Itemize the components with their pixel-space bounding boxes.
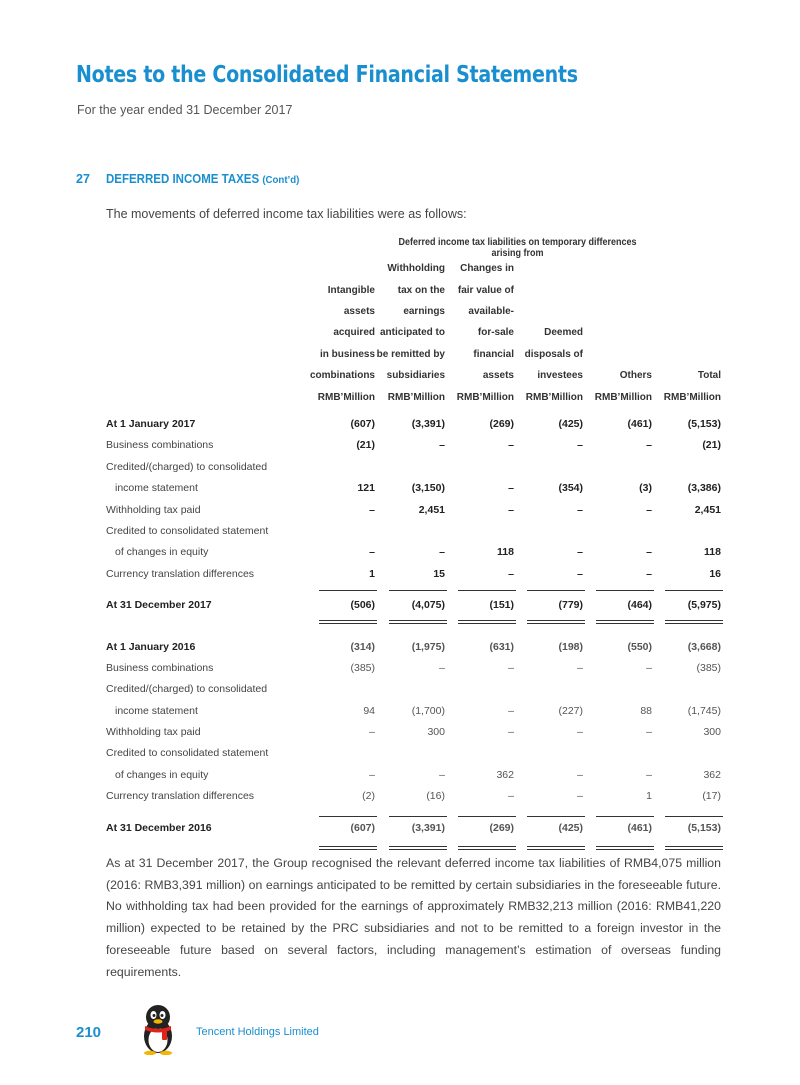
- table-cell: 300: [427, 726, 445, 739]
- column-header-line: tax on the: [397, 284, 445, 296]
- table-cell: (464): [627, 599, 652, 612]
- column-header-line: combinations: [309, 370, 375, 382]
- row-label: Currency translation differences: [106, 567, 255, 580]
- table-rule: [665, 816, 723, 817]
- row-label: Withholding tax paid: [106, 503, 201, 516]
- table-rule: [527, 620, 585, 621]
- table-cell: –: [646, 661, 652, 674]
- table-cell: (21): [702, 439, 721, 452]
- table-cell: –: [508, 482, 514, 495]
- column-header: [295, 256, 375, 408]
- table-cell: (269): [489, 821, 514, 834]
- row-spacer: [106, 617, 721, 627]
- table-cell: –: [369, 503, 375, 516]
- table-cell: –: [577, 790, 583, 803]
- table-rule: [458, 623, 516, 624]
- table-cell: (550): [627, 640, 652, 653]
- table-rule: [458, 620, 516, 621]
- table-cell: (21): [356, 439, 375, 452]
- column-header-line: RMB’Million: [525, 391, 583, 403]
- table-cell: (227): [558, 704, 583, 717]
- table-rule: [389, 620, 447, 621]
- table-cell: (3,668): [687, 640, 721, 653]
- table-row: [106, 564, 721, 585]
- table-rule: [389, 849, 447, 850]
- table-cell: 94: [363, 704, 375, 717]
- table-cell: –: [577, 661, 583, 674]
- table-cell: –: [577, 768, 583, 781]
- section-title-contd: (Cont’d): [262, 174, 300, 186]
- row-label: At 1 January 2017: [106, 418, 196, 430]
- table-cell: –: [508, 661, 514, 674]
- table-rule: [596, 849, 654, 850]
- table-cell: –: [646, 768, 652, 781]
- row-label: Business combinations: [106, 661, 214, 674]
- page-number: 210: [76, 1024, 102, 1041]
- table-rule: [389, 623, 447, 624]
- table-cell: –: [439, 546, 445, 559]
- table-rule: [596, 590, 654, 591]
- table-cell: (385): [696, 661, 721, 674]
- row-label: income statement: [115, 704, 198, 717]
- table-cell: (607): [350, 418, 375, 430]
- column-header: [365, 256, 445, 408]
- table-cell: 16: [709, 567, 721, 580]
- table-cell: –: [577, 726, 583, 739]
- table-row: [106, 658, 721, 679]
- table-rule: [527, 816, 585, 817]
- column-header-line: Others: [619, 370, 652, 382]
- column-header-line: investees: [537, 370, 583, 382]
- column-header: [592, 256, 652, 408]
- row-label: At 1 January 2016: [106, 640, 196, 653]
- column-header-line: RMB’Million: [387, 391, 445, 403]
- table-cell: 2,451: [418, 503, 445, 516]
- table-cell: (385): [350, 661, 375, 674]
- table-rule: [389, 846, 447, 847]
- table-cell: 300: [703, 726, 721, 739]
- table-cell: 118: [497, 546, 514, 559]
- table-rule: [319, 849, 377, 850]
- table-cell: (506): [350, 599, 375, 612]
- column-header: [444, 256, 514, 408]
- table-rule: [665, 846, 723, 847]
- table-cell: (3,391): [411, 821, 445, 834]
- column-header-line: assets: [343, 306, 375, 318]
- table-cell: (425): [558, 821, 583, 834]
- table-rule: [665, 849, 723, 850]
- table-cell: –: [508, 439, 514, 452]
- table-rule: [319, 620, 377, 621]
- column-header-line: in business: [319, 348, 375, 360]
- table-body: [106, 414, 721, 839]
- table-cell: (3): [639, 482, 652, 495]
- table-rule: [665, 623, 723, 624]
- row-label: Credited/(charged) to consolidated: [106, 683, 268, 696]
- table-cell: (151): [489, 599, 514, 612]
- table-cell: –: [508, 704, 514, 717]
- table-cell: (3,391): [411, 418, 445, 430]
- table-row: [106, 743, 721, 764]
- table-cell: (461): [627, 821, 652, 834]
- column-header: [513, 256, 583, 408]
- table-rule: [596, 620, 654, 621]
- table-cell: –: [439, 661, 445, 674]
- table-row: [106, 478, 721, 499]
- table-row: [106, 765, 721, 786]
- table-row: [106, 818, 721, 839]
- column-header-line: Changes in: [460, 263, 514, 275]
- column-header-line: RMB’Million: [594, 391, 652, 403]
- table-row: [106, 595, 721, 616]
- table-cell: –: [369, 546, 375, 559]
- table-rule: [319, 816, 377, 817]
- table-rule: [596, 623, 654, 624]
- table-cell: –: [577, 567, 583, 580]
- table-cell: 121: [357, 482, 375, 495]
- table-row: [106, 435, 721, 456]
- row-label: of changes in equity: [115, 546, 209, 559]
- table-cell: (5,153): [687, 418, 721, 430]
- table-rule: [458, 816, 516, 817]
- column-header-line: available-: [468, 306, 514, 318]
- table-rule: [527, 846, 585, 847]
- column-header-line: earnings: [403, 306, 445, 318]
- table-cell: –: [577, 503, 583, 516]
- column-header-line: Deemed: [544, 327, 583, 339]
- column-header-line: financial: [473, 348, 514, 360]
- row-label: Credited/(charged) to consolidated: [106, 460, 268, 473]
- table-cell: (17): [702, 790, 721, 803]
- column-header-line: disposals of: [524, 348, 583, 360]
- table-cell: (1,700): [411, 704, 445, 717]
- table-cell: –: [508, 790, 514, 803]
- table-rule: [319, 590, 377, 591]
- table-cell: (3,150): [411, 482, 445, 495]
- column-header-line: anticipated to: [379, 327, 445, 339]
- table-rule: [527, 590, 585, 591]
- table-row: [106, 414, 721, 435]
- footer-company: Tencent Holdings Limited: [196, 1026, 319, 1038]
- row-label: At 31 December 2016: [106, 821, 212, 834]
- column-header-line: fair value of: [457, 284, 514, 296]
- explanatory-paragraph: As at 31 December 2017, the Group recognised the relevant deferred income tax liabilities of RMB4,075 million (2016: RMB3,391 million) on earnings anticipated to be remitted by certain subsidiaries in the foreseeable future. No withholding tax had been provided for the earnings of approximately RMB32,213 million (2016: RMB41,220 million) expected to be retained by the PRC subsidiaries and not to be remitted to a foreign investor in the foreseeable future based on several factors, including management’s estimation of overseas funding requirements.: [106, 856, 721, 979]
- section-intro: The movements of deferred income tax liabilities were as follows:: [106, 207, 467, 221]
- qq-penguin-icon: [138, 1003, 178, 1055]
- table-cell: 15: [433, 567, 445, 580]
- table-row: [106, 521, 721, 542]
- table-cell: (314): [350, 640, 375, 653]
- column-header-line: RMB’Million: [317, 391, 375, 403]
- table-group-header: Deferred income tax liabilities on temporary differences arising from: [398, 237, 637, 259]
- table-cell: –: [439, 768, 445, 781]
- table-cell: –: [508, 503, 514, 516]
- table-cell: 362: [703, 768, 721, 781]
- table-rule: [389, 816, 447, 817]
- table-rule: [389, 590, 447, 591]
- table-cell: –: [646, 439, 652, 452]
- table-cell: (425): [558, 418, 583, 430]
- table-cell: (4,075): [411, 599, 445, 612]
- table-cell: (269): [489, 418, 514, 430]
- row-label: Credited to consolidated statement: [106, 747, 269, 760]
- table-cell: (354): [558, 482, 583, 495]
- row-spacer: [106, 627, 721, 637]
- table-rule: [527, 849, 585, 850]
- column-header-line: acquired: [333, 327, 375, 339]
- table-rule: [458, 846, 516, 847]
- column-header-line: Withholding: [387, 263, 445, 275]
- table-row: [106, 500, 721, 521]
- row-label: Currency translation differences: [106, 790, 255, 803]
- table-cell: (3,386): [687, 482, 721, 495]
- table-cell: (461): [627, 418, 652, 430]
- table-cell: –: [577, 439, 583, 452]
- table-rule: [458, 849, 516, 850]
- column-header-line: subsidiaries: [386, 370, 445, 382]
- column-header-line: RMB’Million: [456, 391, 514, 403]
- table-cell: –: [646, 726, 652, 739]
- table-rule: [458, 590, 516, 591]
- column-header-line: assets: [482, 370, 514, 382]
- table-cell: (16): [426, 790, 445, 803]
- table-cell: 1: [369, 567, 375, 580]
- table-cell: –: [369, 768, 375, 781]
- table-cell: (1,745): [687, 704, 721, 717]
- row-label: of changes in equity: [115, 768, 209, 781]
- table-row: [106, 457, 721, 478]
- table-cell: –: [439, 439, 445, 452]
- row-label: Credited to consolidated statement: [106, 524, 269, 537]
- table-row: [106, 679, 721, 700]
- page-subtitle: For the year ended 31 December 2017: [77, 103, 293, 117]
- section-number: 27: [76, 172, 90, 186]
- table-cell: (631): [489, 640, 514, 653]
- section-title: [106, 172, 299, 186]
- table-row: [106, 786, 721, 807]
- column-header-line: RMB’Million: [663, 391, 721, 403]
- table-cell: 118: [704, 546, 721, 559]
- row-label: income statement: [115, 482, 198, 495]
- table-cell: 2,451: [694, 503, 721, 516]
- row-label: Withholding tax paid: [106, 726, 201, 739]
- table-cell: (2): [362, 790, 375, 803]
- table-rule: [319, 846, 377, 847]
- table-rule: [665, 590, 723, 591]
- table-row: [106, 701, 721, 722]
- column-header-line: be remitted by: [376, 348, 445, 360]
- column-header-line: Total: [697, 370, 721, 382]
- table-row: [106, 542, 721, 563]
- column-header: [651, 256, 721, 408]
- table-rule: [596, 846, 654, 847]
- table-cell: 88: [640, 704, 652, 717]
- table-cell: (1,975): [411, 640, 445, 653]
- table-cell: –: [646, 546, 652, 559]
- table-row: [106, 722, 721, 743]
- table-cell: (5,153): [687, 821, 721, 834]
- table-rule: [527, 623, 585, 624]
- table-cell: (607): [350, 821, 375, 834]
- table-cell: 362: [496, 768, 514, 781]
- table-cell: 1: [646, 790, 652, 803]
- row-label: Business combinations: [106, 439, 214, 452]
- table-cell: –: [508, 726, 514, 739]
- row-label: At 31 December 2017: [106, 599, 212, 612]
- table-cell: –: [646, 567, 652, 580]
- column-header-line: for-sale: [477, 327, 514, 339]
- page-title: Notes to the Consolidated Financial Statements: [76, 62, 578, 88]
- table-row: [106, 637, 721, 658]
- table-cell: (198): [558, 640, 583, 653]
- column-header-line: Intangible: [327, 284, 375, 296]
- table-cell: –: [577, 546, 583, 559]
- table-cell: (5,975): [687, 599, 721, 612]
- table-cell: –: [369, 726, 375, 739]
- section-title-text: DEFERRED INCOME TAXES: [106, 172, 260, 186]
- table-rule: [665, 620, 723, 621]
- table-rule: [319, 623, 377, 624]
- table-rule: [596, 816, 654, 817]
- table-cell: –: [508, 567, 514, 580]
- table-cell: –: [646, 503, 652, 516]
- table-cell: (779): [558, 599, 583, 612]
